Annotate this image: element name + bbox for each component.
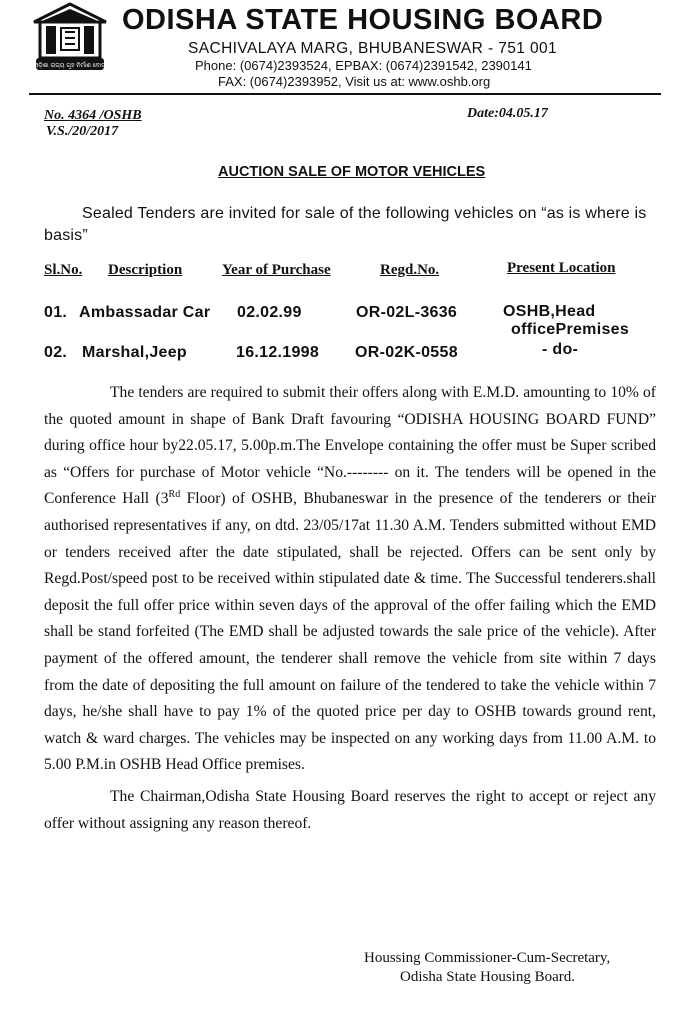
logo-text: ଓଡ଼ିଶା ରାଜ୍ୟ ଗୃହ ନିର୍ମାଣ ବୋର୍ଡ (34, 62, 106, 69)
row2-regd: OR-02K-0558 (355, 344, 458, 361)
row1-slno: 01. (44, 304, 68, 321)
row2-slno: 02. (44, 344, 68, 361)
row1-location-2: officePremises (511, 321, 630, 338)
row2-year: 16.12.1998 (236, 344, 320, 361)
terms-paragraph: The tenders are required to submit their offers along with E.M.D. amounting to 10% of the quoted amount in shape of Bank Draft favouring “ODISHA HOUSING BOARD FUND” during office hour by22.05.17, 5.00p.m.The Envelope containing the offer must be Super scribed as “Offers for purchase of Motor vehicle “No.-------- on it. The tenders will be opened in the Conference Hall (3Rd Floor) of OSHB, Bhubaneswar in the presence of the tenderers or their authorised representatives if any, on dtd. 23/05/17at 11.30 A.M. Tenders submitted without EMD or tenders received after the date stipulated, shall be rejected. Offers can be sent only by Regd.Post/speed post to be received within stipulated date & time. The Successful tenderers.shall deposit the full offer price within seven days of the approval of the offer failing which the EMD shall be stand forfeited (The EMD shall be adjusted towards the sale price of the vehicle). After payment of the offered amount, the tenderer shall remove the vehicle from site within 7 days from the date of depositing the full amount on failure of the tendered to take the vehicle within 7 days, he/she shall have to pay 1% of the quoted price per day to OSHB towards ground rent, watch & ward charges. The vehicles may be inspected on any working days from 11.00 A.M. to 5.00 P.M.in OSHB Head Office premises. (44, 384, 656, 774)
header-divider (29, 93, 661, 95)
signatory-org: Odisha State Housing Board. (400, 969, 575, 985)
terms-body (44, 380, 656, 837)
signatory-title: Houssing Commissioner-Cum-Secretary, (364, 950, 611, 966)
header-regd: Regd.No. (380, 262, 440, 278)
header-location: Present Location (507, 260, 616, 276)
header-description: Description (108, 262, 183, 278)
row1-description: Ambassadar Car (79, 304, 211, 321)
address: SACHIVALAYA MARG, BHUBANESWAR - 751 001 (188, 40, 558, 57)
row1-year: 02.02.99 (237, 304, 302, 321)
header-slno: Sl.No. (44, 262, 83, 278)
reference-number: No. 4364 /OSHB (44, 108, 142, 123)
header-year: Year of Purchase (222, 262, 331, 278)
row2-location: - do- (542, 341, 579, 358)
reference-vs: V.S./20/2017 (46, 124, 119, 139)
organization-name: ODISHA STATE HOUSING BOARD (122, 4, 604, 36)
reservation-paragraph: The Chairman,Odisha State Housing Board reserves the right to accept or reject any offer without assigning any reason thereof. (44, 787, 656, 832)
phone-line: Phone: (0674)2393524, EPBAX: (0674)2391542, 2390141 (195, 58, 532, 73)
row1-location-1: OSHB,Head (503, 303, 596, 320)
notice-heading: AUCTION SALE OF MOTOR VEHICLES (218, 164, 486, 180)
oshb-logo (30, 2, 110, 72)
row1-regd: OR-02L-3636 (356, 304, 458, 321)
letter-date: Date:04.05.17 (467, 106, 548, 121)
fax-line: FAX: (0674)2393952, Visit us at: www.oshb.org (218, 74, 491, 89)
row2-description: Marshal,Jeep (82, 344, 187, 361)
intro-paragraph: Sealed Tenders are invited for sale of the following vehicles on “as is where is basis” (44, 205, 647, 244)
